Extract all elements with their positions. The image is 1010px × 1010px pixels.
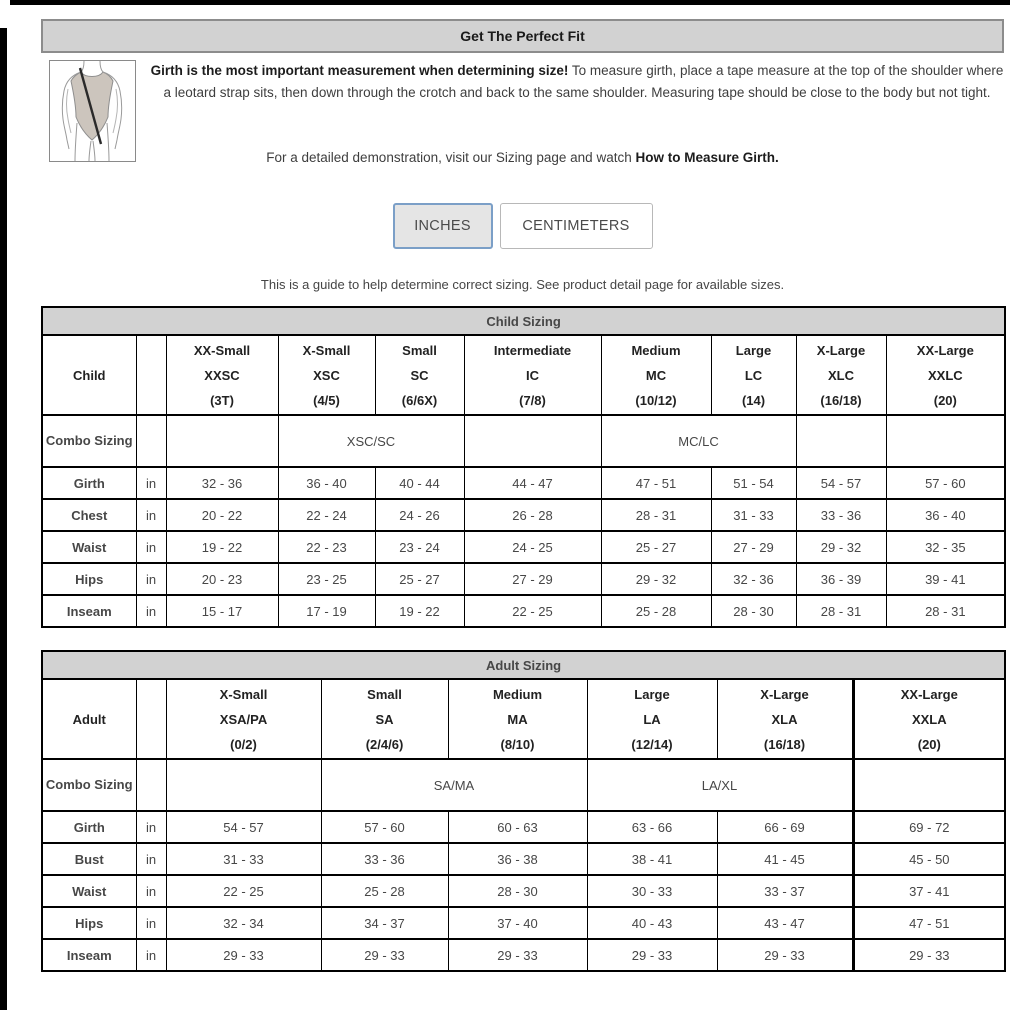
measurement-label: Bust [42, 843, 136, 875]
size-value: 20 - 23 [166, 563, 278, 595]
unit-cell: in [136, 939, 166, 971]
size-value: 54 - 57 [796, 467, 886, 499]
size-column-header: Small SC (6/6X) [375, 335, 464, 415]
size-column-header: XX-Small XXSC (3T) [166, 335, 278, 415]
size-value: 36 - 39 [796, 563, 886, 595]
size-column-header: X-Small XSC (4/5) [278, 335, 375, 415]
size-value: 28 - 31 [886, 595, 1005, 627]
combo-size-cell [166, 759, 321, 811]
size-column-header: XX-Large XXLC (20) [886, 335, 1005, 415]
combo-unit-cell [136, 415, 166, 467]
measurement-label: Chest [42, 499, 136, 531]
screenshot-left-border [0, 28, 7, 1010]
size-value: 33 - 36 [321, 843, 448, 875]
inches-button[interactable]: INCHES [393, 203, 493, 249]
size-value: 29 - 33 [587, 939, 717, 971]
girth-intro-bold: Girth is the most important measurement when determining size! [150, 63, 569, 78]
size-value: 37 - 40 [448, 907, 587, 939]
size-value: 31 - 33 [711, 499, 796, 531]
unit-cell: in [136, 875, 166, 907]
unit-cell: in [136, 811, 166, 843]
unit-cell: in [136, 467, 166, 499]
unit-cell: in [136, 595, 166, 627]
size-column-header: X-Small XSA/PA (0/2) [166, 679, 321, 759]
size-value: 69 - 72 [853, 811, 1005, 843]
size-value: 27 - 29 [711, 531, 796, 563]
leotard-figure-icon [50, 61, 135, 161]
size-value: 25 - 28 [601, 595, 711, 627]
girth-intro-section [41, 60, 1004, 162]
unit-column-header [136, 679, 166, 759]
size-value: 36 - 40 [278, 467, 375, 499]
size-value: 38 - 41 [587, 843, 717, 875]
size-value: 15 - 17 [166, 595, 278, 627]
table-title: Child Sizing [42, 307, 1005, 335]
sizing-page [41, 0, 1004, 972]
size-column-header: XX-Large XXLA (20) [853, 679, 1005, 759]
unit-cell: in [136, 563, 166, 595]
combo-size-cell: LA/XL [587, 759, 853, 811]
size-column-header: Small SA (2/4/6) [321, 679, 448, 759]
size-value: 30 - 33 [587, 875, 717, 907]
size-value: 29 - 33 [321, 939, 448, 971]
table-corner-label: Adult [42, 679, 136, 759]
size-value: 22 - 25 [464, 595, 601, 627]
size-value: 57 - 60 [321, 811, 448, 843]
size-value: 17 - 19 [278, 595, 375, 627]
size-value: 60 - 63 [448, 811, 587, 843]
unit-cell: in [136, 843, 166, 875]
size-value: 32 - 36 [166, 467, 278, 499]
size-value: 33 - 37 [717, 875, 853, 907]
combo-size-cell [886, 415, 1005, 467]
size-value: 29 - 32 [601, 563, 711, 595]
size-value: 20 - 22 [166, 499, 278, 531]
size-value: 41 - 45 [717, 843, 853, 875]
measurement-label: Hips [42, 563, 136, 595]
unit-cell: in [136, 907, 166, 939]
size-value: 44 - 47 [464, 467, 601, 499]
size-value: 45 - 50 [853, 843, 1005, 875]
size-value: 32 - 34 [166, 907, 321, 939]
combo-size-cell [853, 759, 1005, 811]
size-value: 40 - 43 [587, 907, 717, 939]
combo-unit-cell [136, 759, 166, 811]
leotard-girth-diagram-image [49, 60, 136, 162]
unit-toggle [41, 203, 1004, 249]
size-value: 28 - 30 [448, 875, 587, 907]
size-value: 29 - 33 [717, 939, 853, 971]
size-value: 32 - 35 [886, 531, 1005, 563]
size-value: 31 - 33 [166, 843, 321, 875]
combo-size-cell [464, 415, 601, 467]
size-value: 29 - 33 [166, 939, 321, 971]
size-value: 25 - 27 [375, 563, 464, 595]
adult-sizing-table [41, 650, 1006, 972]
size-value: 24 - 26 [375, 499, 464, 531]
size-value: 28 - 31 [601, 499, 711, 531]
size-value: 39 - 41 [886, 563, 1005, 595]
size-column-header: Large LC (14) [711, 335, 796, 415]
size-value: 19 - 22 [166, 531, 278, 563]
demo-text: For a detailed demonstration, visit our Sizing page and watch [266, 150, 636, 165]
measurement-label: Hips [42, 907, 136, 939]
combo-sizing-label: Combo Sizing [42, 759, 136, 811]
size-value: 28 - 31 [796, 595, 886, 627]
size-value: 28 - 30 [711, 595, 796, 627]
size-value: 36 - 38 [448, 843, 587, 875]
combo-size-cell: SA/MA [321, 759, 587, 811]
combo-size-cell [166, 415, 278, 467]
size-value: 63 - 66 [587, 811, 717, 843]
measurement-label: Waist [42, 875, 136, 907]
size-value: 43 - 47 [717, 907, 853, 939]
size-value: 22 - 25 [166, 875, 321, 907]
size-value: 25 - 27 [601, 531, 711, 563]
size-column-header: Intermediate IC (7/8) [464, 335, 601, 415]
size-value: 37 - 41 [853, 875, 1005, 907]
girth-intro-rest: To measure girth, place a tape measure at the top of the shoulder where a leotard strap sits, then down through the crotch and back to the same shoulder. Measuring tape should be close to the body but not tight. [163, 63, 1004, 100]
size-value: 57 - 60 [886, 467, 1005, 499]
unit-cell: in [136, 531, 166, 563]
size-value: 19 - 22 [375, 595, 464, 627]
size-value: 27 - 29 [464, 563, 601, 595]
measurement-label: Waist [42, 531, 136, 563]
size-value: 47 - 51 [601, 467, 711, 499]
size-column-header: X-Large XLA (16/18) [717, 679, 853, 759]
size-value: 26 - 28 [464, 499, 601, 531]
measurement-label: Girth [42, 467, 136, 499]
measurement-label: Girth [42, 811, 136, 843]
size-value: 29 - 33 [448, 939, 587, 971]
combo-size-cell: XSC/SC [278, 415, 464, 467]
size-value: 40 - 44 [375, 467, 464, 499]
child-sizing-table [41, 306, 1006, 628]
measurement-label: Inseam [42, 595, 136, 627]
centimeters-button[interactable]: CENTIMETERS [500, 203, 653, 249]
unit-cell: in [136, 499, 166, 531]
sizing-guide-note: This is a guide to help determine correct sizing. See product detail page for available sizes. [260, 277, 785, 292]
girth-intro-paragraph [150, 60, 1004, 104]
size-column-header: Medium MC (10/12) [601, 335, 711, 415]
size-value: 66 - 69 [717, 811, 853, 843]
size-value: 23 - 25 [278, 563, 375, 595]
size-value: 47 - 51 [853, 907, 1005, 939]
combo-size-cell [796, 415, 886, 467]
demo-instruction-line [41, 150, 1004, 165]
page-title-bar [41, 19, 1004, 53]
unit-column-header [136, 335, 166, 415]
size-column-header: Large LA (12/14) [587, 679, 717, 759]
demo-bold: How to Measure Girth. [635, 150, 779, 165]
combo-size-cell: MC/LC [601, 415, 796, 467]
combo-sizing-label: Combo Sizing [42, 415, 136, 467]
size-value: 32 - 36 [711, 563, 796, 595]
size-value: 24 - 25 [464, 531, 601, 563]
table-title: Adult Sizing [42, 651, 1005, 679]
size-column-header: Medium MA (8/10) [448, 679, 587, 759]
page-title: Get The Perfect Fit [460, 28, 585, 44]
size-value: 34 - 37 [321, 907, 448, 939]
size-value: 25 - 28 [321, 875, 448, 907]
size-value: 29 - 32 [796, 531, 886, 563]
size-value: 51 - 54 [711, 467, 796, 499]
size-value: 54 - 57 [166, 811, 321, 843]
table-corner-label: Child [42, 335, 136, 415]
size-column-header: X-Large XLC (16/18) [796, 335, 886, 415]
size-value: 36 - 40 [886, 499, 1005, 531]
size-value: 22 - 24 [278, 499, 375, 531]
size-value: 23 - 24 [375, 531, 464, 563]
size-value: 29 - 33 [853, 939, 1005, 971]
size-value: 33 - 36 [796, 499, 886, 531]
size-value: 22 - 23 [278, 531, 375, 563]
measurement-label: Inseam [42, 939, 136, 971]
